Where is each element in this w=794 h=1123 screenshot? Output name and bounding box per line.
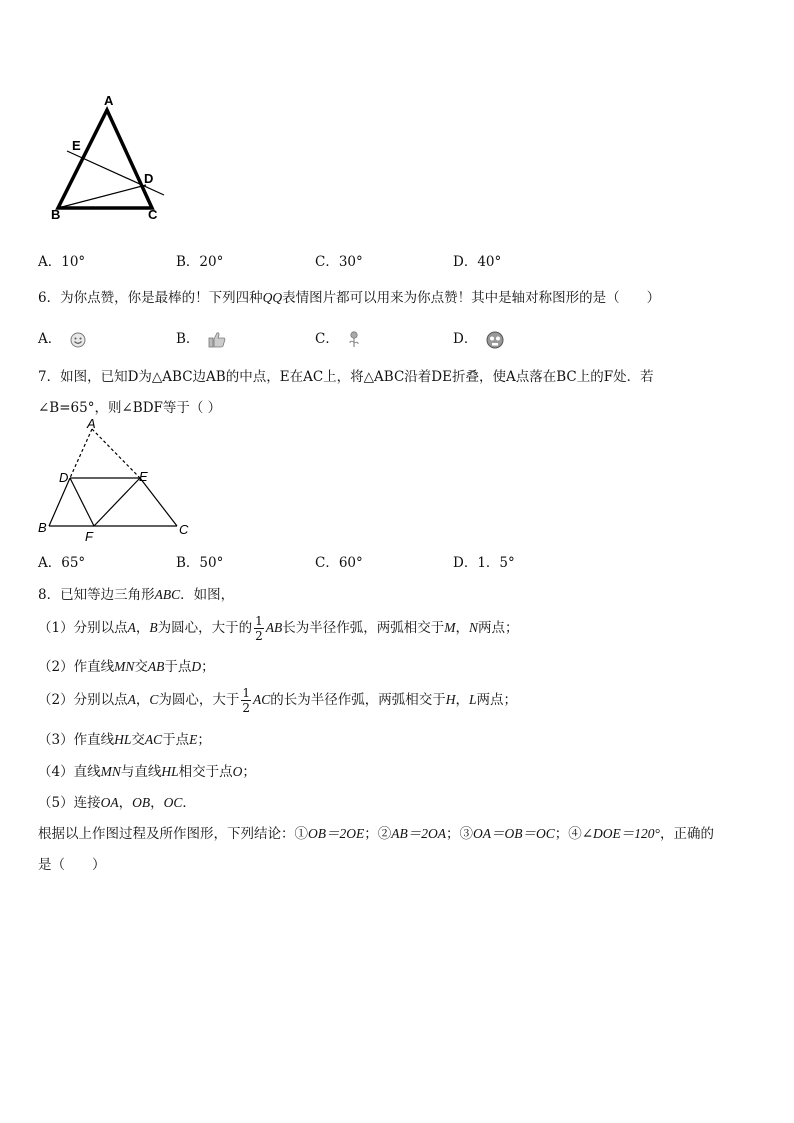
q8-s6-ob: OB xyxy=(132,795,151,810)
q5-option-b: B．20° xyxy=(176,254,224,270)
q6-option-d xyxy=(453,327,504,349)
q8-s3-b: ， xyxy=(135,692,150,708)
q8-s3-e: ， xyxy=(455,692,470,708)
q6-option-a xyxy=(38,327,86,348)
q6-option-c-label: C． xyxy=(315,331,339,347)
q8-s3-pointA: A xyxy=(127,692,136,707)
q8-conclusions-line2: 是（ ） xyxy=(38,857,106,873)
fraction-half xyxy=(241,687,251,714)
q8-s5-b: 与直线 xyxy=(120,764,162,780)
q8-s1-d: 长为半径作弧，两弧相交于 xyxy=(282,620,445,636)
fraction-denominator: 2 xyxy=(242,701,250,715)
fraction-half xyxy=(254,615,264,642)
smiley-face-icon xyxy=(70,332,86,348)
q8-s6-oc: OC xyxy=(163,795,183,810)
q8-concl-2: AB＝2OA xyxy=(391,826,446,841)
label-c: C xyxy=(148,207,158,222)
q8-s1-m: M xyxy=(444,620,456,635)
q6-stem-a: 6．为你点赞，你是最棒的！下列四种 xyxy=(38,290,263,306)
label-f: F xyxy=(85,529,93,544)
q8-s3-h: H xyxy=(445,692,456,707)
q8-s6-d: ． xyxy=(182,795,196,811)
label-e: E xyxy=(72,138,81,153)
skull-smiley-icon xyxy=(486,331,504,349)
q8-s4-c: 于点 xyxy=(162,732,190,748)
q8-concl-c: ；③ xyxy=(446,826,473,842)
q8-s1-n: N xyxy=(468,620,478,635)
q8-s4-hl: HL xyxy=(114,732,132,747)
q7-option-b: B．50° xyxy=(176,555,224,571)
q8-s2-ab: AB xyxy=(147,659,165,674)
q8-s6-b: ， xyxy=(118,795,133,811)
q8-step3 xyxy=(38,683,517,717)
fraction-numerator: 1 xyxy=(242,686,250,700)
q8-s5-o: O xyxy=(232,764,243,779)
label-c: C xyxy=(179,522,189,537)
q6-qq: QQ xyxy=(262,290,283,305)
triangle-figure-q5 xyxy=(40,88,180,228)
q8-s4-a: （3）作直线 xyxy=(38,732,115,748)
q8-concl-4: ∠DOE＝120° xyxy=(581,826,660,841)
q8-concl-b: ；② xyxy=(364,826,392,842)
q8-s1-e: ， xyxy=(455,620,469,636)
q8-concl-a: 根据以上作图过程及所作图形，下列结论：① xyxy=(38,826,308,842)
label-d: D xyxy=(59,470,69,485)
label-a: A xyxy=(104,93,114,108)
q8-concl-d: ；④ xyxy=(554,826,582,842)
q8-s4-d: ； xyxy=(197,732,211,748)
q8-s2-b: 交 xyxy=(134,659,148,675)
q8-conclusions xyxy=(38,822,714,842)
q8-s2-mn: MN xyxy=(114,659,135,674)
q8-s3-ac: AC xyxy=(253,692,271,707)
segment-bd xyxy=(58,185,146,208)
q7-option-d: D．1．5° xyxy=(453,555,515,571)
q7-stem-line1: 7．如图，已知D为△ABC边AB的中点，E在AC上，将△ABC沿着DE折叠，使A点落在BC上的F处．若 xyxy=(38,369,654,385)
q8-s5-c: 相交于点 xyxy=(178,764,233,780)
q8-s6-a: （5）连接 xyxy=(38,795,101,811)
q8-s3-l: L xyxy=(469,692,477,707)
q8-s3-a: （2）分别以点 xyxy=(38,692,128,708)
triangle-abc xyxy=(58,110,152,208)
q8-s1-a: （1）分别以点 xyxy=(38,620,128,636)
q6-option-d-label: D． xyxy=(453,331,478,347)
q8-s6-c: ， xyxy=(150,795,164,811)
q8-s1-f: 两点； xyxy=(478,620,519,636)
q8-s5-d: ； xyxy=(242,764,256,780)
q8-concl-3: OA＝OB＝OC xyxy=(473,826,555,841)
segment-df xyxy=(70,478,94,526)
q8-intro xyxy=(38,583,234,603)
q8-s2-d-point: D xyxy=(191,659,202,674)
q8-s2-a: （2）作直线 xyxy=(38,659,115,675)
q6-option-a-label: A． xyxy=(38,331,62,347)
q8-s3-pointC: C xyxy=(149,692,159,707)
q8-s5-hl: HL xyxy=(161,764,179,779)
q8-concl-1: OB＝2OE xyxy=(308,826,365,841)
q8-s5-a: （4）直线 xyxy=(38,764,101,780)
q8-s6-oa: OA xyxy=(100,795,119,810)
q8-s1-ab: AB xyxy=(265,620,283,635)
q8-s1-pointB: B xyxy=(149,620,158,635)
q8-s1-pointA: A xyxy=(127,620,136,635)
q8-s5-mn: MN xyxy=(100,764,121,779)
dashed-ae xyxy=(92,429,140,478)
q6-option-c xyxy=(315,327,361,348)
q7-option-a: A．65° xyxy=(38,555,86,571)
label-a: A xyxy=(87,416,96,431)
q5-option-a: A．10° xyxy=(38,254,86,270)
label-d: D xyxy=(144,171,154,186)
segment-ef xyxy=(94,478,140,526)
label-e: E xyxy=(139,469,148,484)
q6-stem-b: 表情图片都可以用来为你点赞！其中是轴对称图形的是（ ） xyxy=(282,290,661,306)
q8-s3-f: 两点； xyxy=(476,692,518,708)
q8-step4 xyxy=(38,728,211,748)
q8-step5 xyxy=(38,760,256,780)
q6-option-b xyxy=(176,327,226,348)
q8-s2-c: 于点 xyxy=(164,659,192,675)
q8-s1-b: ， xyxy=(135,620,150,636)
segment-ec xyxy=(140,478,177,526)
q6-option-b-label: B． xyxy=(176,331,200,347)
q8-s4-ac: AC xyxy=(144,732,163,747)
q8-intro-a: 8．已知等边三角形 xyxy=(38,587,155,603)
q8-step6 xyxy=(38,791,196,811)
label-b: B xyxy=(51,207,61,222)
segment-db xyxy=(49,478,70,526)
label-b: B xyxy=(38,520,47,535)
fraction-denominator: 2 xyxy=(255,629,263,643)
q8-step2 xyxy=(38,655,215,675)
q8-s1-c: 为圆心，大于的 xyxy=(157,620,253,636)
fraction-numerator: 1 xyxy=(255,614,263,628)
q8-s4-b: 交 xyxy=(131,732,145,748)
q8-concl-e: ，正确的 xyxy=(659,826,714,842)
q8-step1 xyxy=(38,612,519,644)
q8-intro-b: ．如图， xyxy=(180,587,235,603)
q8-abc: ABC xyxy=(154,587,181,602)
q5-option-d: D．40° xyxy=(453,254,502,270)
rose-icon xyxy=(347,331,361,348)
q8-s2-d: ； xyxy=(201,659,215,675)
q5-option-c: C．30° xyxy=(315,254,363,270)
q8-s3-c: 为圆心，大于 xyxy=(158,692,240,708)
q7-stem-line2: ∠B=65°，则∠BDF等于（ ） xyxy=(38,400,222,416)
thumbs-up-icon xyxy=(208,331,226,348)
q8-s3-d: 的长为半径作弧，两弧相交于 xyxy=(270,692,446,708)
q8-s4-e-point: E xyxy=(189,732,198,747)
dashed-ad xyxy=(70,429,92,478)
q6-stem xyxy=(38,286,660,306)
q7-option-c: C．60° xyxy=(315,555,363,571)
fold-figure-q7 xyxy=(30,415,200,545)
